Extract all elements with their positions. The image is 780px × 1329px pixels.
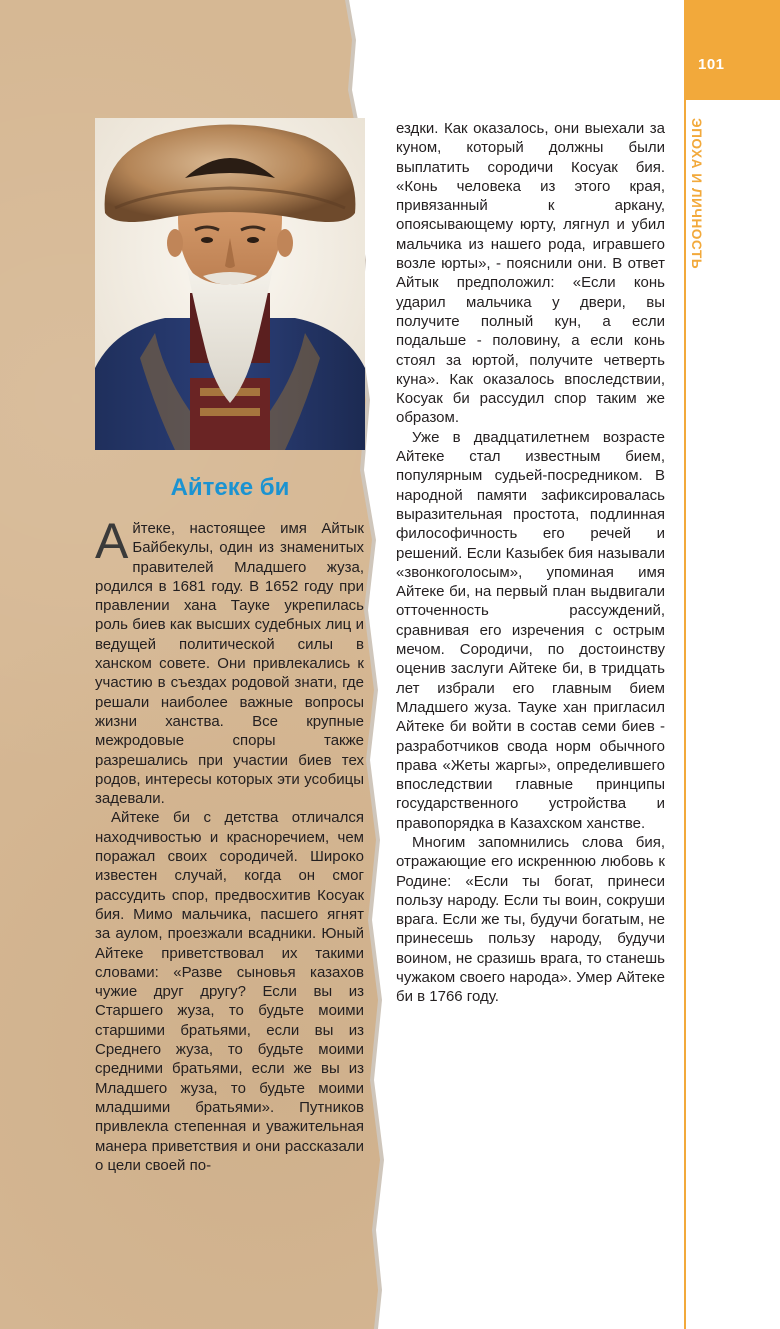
page-number-tab	[684, 0, 780, 100]
paragraph-intro	[95, 513, 364, 808]
paragraph-legacy: Многим запомнились слова бия, отражающие его искреннюю любовь к Родине: «Если ты богат, принеси пользу народу. Если ты воин, сокруши врага. Если же ты, будучи богатым, не принесешь пользу народу, будучи воином, не сразишь врага, то станешь чужаком своего народа». Умер Айтеке би в 1766 году.	[396, 833, 665, 1006]
portrait-image	[95, 118, 365, 450]
article-title: Айтеке би	[170, 474, 290, 501]
paragraph-childhood-end: ездки. Как оказалось, они выехали за куном, который должны были выплатить сородичи Косуак бия. «Конь человека из этого края, привязанный к аркану, опоясывающему юрту, лягнул и убил мальчика из нашего рода, игравшего возле юрты», - пояснили они. В ответ Айтык предположил: «Если конь ударил мальчика у двери, вы получите полный кун, а если подальше - половину, а если конь стоял за юртой, получите четверть куна». Как оказалось впоследствии, Косуак би рассудил спор таким же образом.	[396, 120, 665, 427]
text-column-right	[396, 119, 665, 1007]
paragraph-childhood-start: Айтеке би с детства отличался находчивостью и красноречием, чем поражал своих сородичей. Широко известен случай, когда он смог рассудить спор, предвосхитив Косуак бия. Мимо мальчика, пасшего ягнят за аулом, проезжали всадники. Юный Айтеке приветствовал их такими словами: «Разве сыновья казахов чужие друг другу? Если вы из Старшего жуза, то будьте моими старшими братьями, если вы из Среднего жуза, то будьте моими средними братьями, если же вы из Младшего жуза, то будьте моими младшими братьями». Путников привлекла степенная и уважительная манера приветствия и они рассказали о цели своей по-	[95, 809, 364, 1174]
paragraph-intro-text: йтеке, настоящее имя Айтык Байбекулы, один из знаменитых правителей Младшего жуза, родился в 1681 году. В 1652 году при правлении хана Тауке укрепилась роль биев как высших судебных лиц и ведущей политической силы в ханском совете. Они привлекались к участию в съездах родовой знати, где решали наиболее важные вопросы жизни ханства. Все крупные межродовые споры также разрешались при участии биев тех родов, интересы которых эти усобицы задевали.	[95, 520, 364, 808]
drop-cap: А	[95, 513, 129, 569]
text-column-left	[95, 513, 364, 1175]
section-label-text: ЭПОХА И ЛИЧНОСТЬ	[689, 118, 704, 270]
paragraph-career: Уже в двадцатилетнем возрасте Айтеке стал известным бием, популярным судьей-посредником. В народной памяти зафиксировалась выразительная простота, подлинная философичность его речей и решений. Если Казыбек бия называли «звонкоголосым», упоминая имя Айтеке би, на первый план выдвигали отточенность рассуждений, сравнивая его изречения с острым мечом. Сородичи, по достоинству оценив заслуги Айтеке би, в тридцать лет избрали его главным бием Младшего жуза. Тауке хан пригласил Айтеке би войти в состав семи биев - разработчиков свода норм обычного права «Жеты жаргы», определившего впоследствии главные принципы государственного устройства и правопорядка в Казахском ханстве.	[396, 428, 665, 832]
page-number: 101	[698, 56, 725, 73]
section-label	[682, 118, 712, 298]
